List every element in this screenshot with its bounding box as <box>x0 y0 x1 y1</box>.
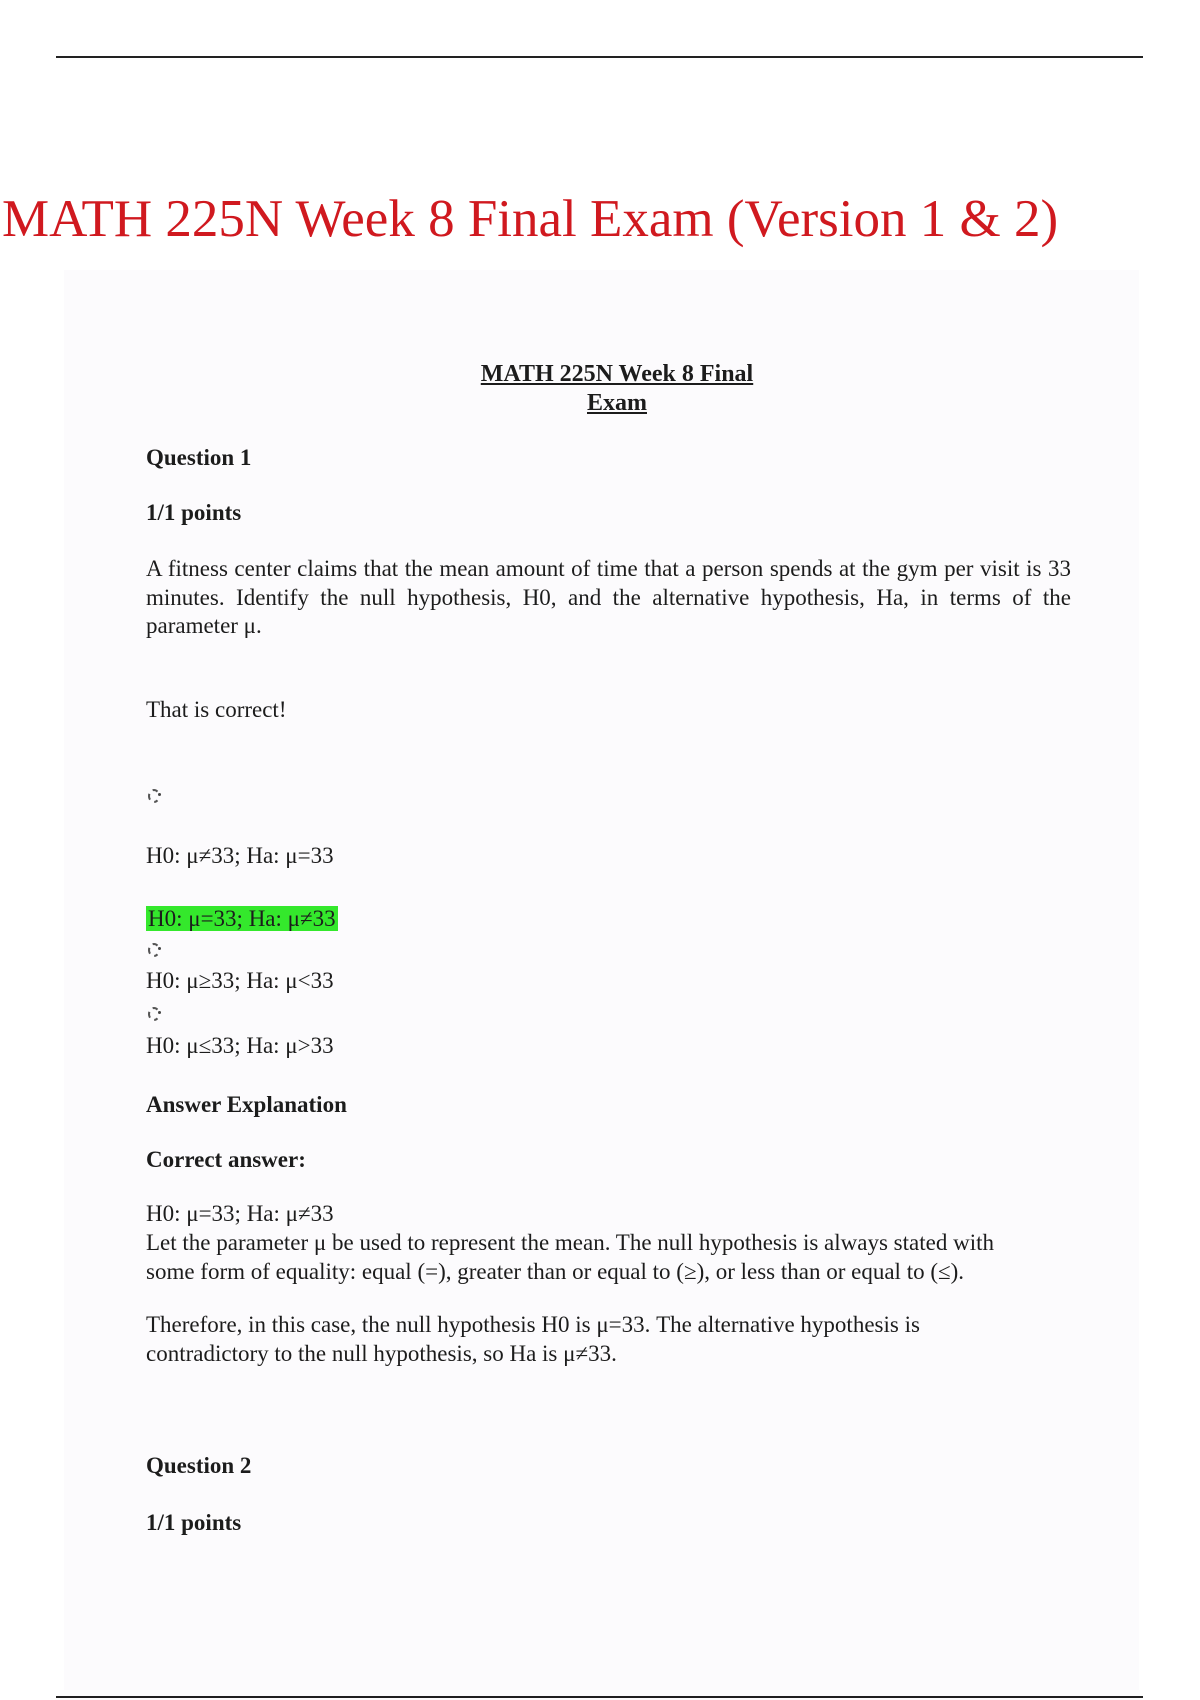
radio-button-icon[interactable] <box>148 1007 160 1021</box>
answer-explanation-label: Answer Explanation <box>146 1092 347 1117</box>
option-3[interactable]: H0: μ≥33; Ha: μ<33 <box>146 968 334 993</box>
option-4[interactable]: H0: μ≤33; Ha: μ>33 <box>146 1033 334 1058</box>
correct-answer: H0: μ=33; Ha: μ≠33 <box>146 1201 334 1226</box>
question2-label: Question 2 <box>146 1453 252 1478</box>
radio-button-icon[interactable] <box>148 789 160 803</box>
bottom-rule <box>56 1696 1143 1698</box>
exam-heading-line2: Exam <box>587 390 647 416</box>
exam-heading-line1: MATH 225N Week 8 Final <box>480 361 754 387</box>
correct-answer-label: Correct answer: <box>146 1147 306 1172</box>
question1-text: A fitness center claims that the mean amount of time that a person spends at the gym per visit is 33 minutes. Identify the null hypothesis, H0, and the alternative hypothesis, Ha, in terms of the parameter μ. <box>146 556 1071 638</box>
document-title: MATH 225N Week 8 Final Exam (Version 1 & 2) <box>2 190 1059 248</box>
radio-button-icon[interactable] <box>148 943 160 957</box>
question1-feedback: That is correct! <box>146 697 287 722</box>
top-rule <box>56 56 1143 58</box>
exam-heading <box>417 360 817 418</box>
option-1[interactable]: H0: μ≠33; Ha: μ=33 <box>146 843 334 868</box>
question1-points: 1/1 points <box>146 500 242 525</box>
question2-points: 1/1 points <box>146 1510 242 1535</box>
option-2-highlight: H0: μ=33; Ha: μ≠33 <box>148 906 336 931</box>
explanation-paragraph-1: Let the parameter μ be used to represent the mean. The null hypothesis is always stated with some form of equality: equal (=), greater than or equal to (≥), or less than or equal to (≤). <box>146 1230 994 1284</box>
question1-label: Question 1 <box>146 445 252 470</box>
explanation-paragraph-2: Therefore, in this case, the null hypothesis H0 is μ=33. The alternative hypothesis is contradictory to the null hypothesis, so Ha is μ≠33. <box>146 1312 920 1366</box>
option-2-selected[interactable] <box>146 905 338 934</box>
